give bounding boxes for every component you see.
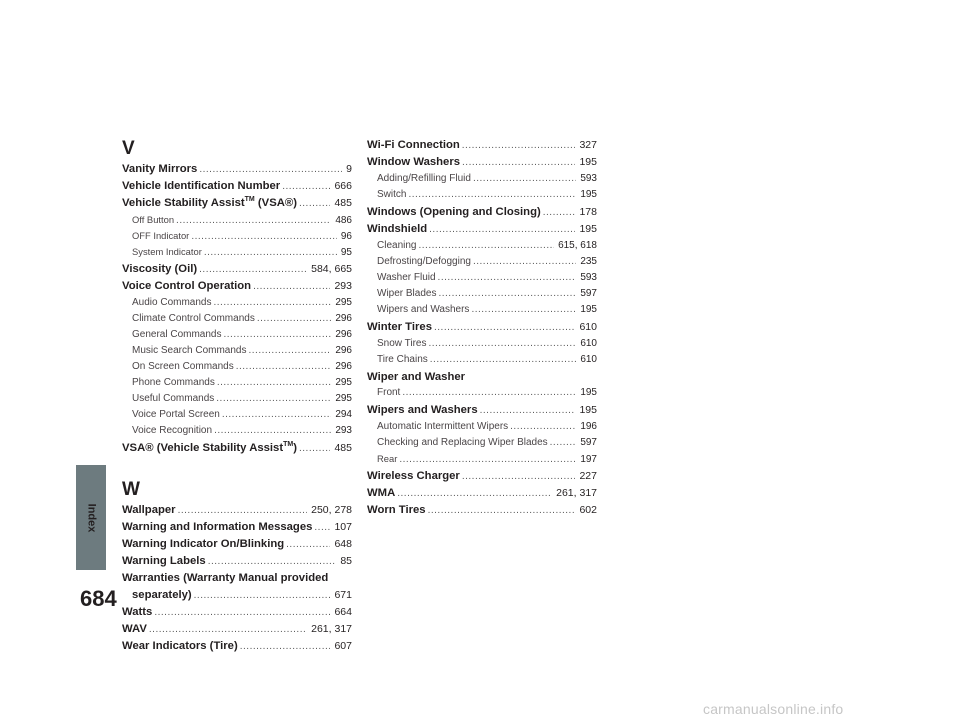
- entry-pages: 195: [580, 189, 597, 200]
- entry-pages: 293: [334, 280, 352, 292]
- index-subentry: [367, 240, 597, 257]
- index-subentry: [122, 214, 352, 231]
- trademark-sup: TM: [244, 196, 255, 204]
- entry-label: Windows (Opening and Closing): [367, 206, 541, 218]
- index-entry: [122, 504, 352, 521]
- entry-pages: 607: [334, 640, 352, 652]
- entry-label: On Screen Commands: [132, 361, 234, 372]
- entry-pages: 296: [335, 329, 352, 340]
- entry-pages: 610: [580, 354, 597, 365]
- entry-label: Cleaning: [377, 240, 417, 251]
- index-entry: [122, 521, 352, 538]
- entry-pages: 593: [580, 272, 597, 283]
- index-entry: [122, 623, 352, 640]
- entry-pages: 196: [580, 421, 597, 432]
- entry-pages: 671: [334, 589, 352, 601]
- entry-pages: 293: [335, 425, 352, 436]
- entry-label: Vehicle Stability Assist: [122, 197, 245, 209]
- index-subentry: [367, 338, 597, 355]
- index-entry: [122, 555, 352, 572]
- index-subentry: [367, 189, 597, 206]
- index-subentry: [122, 425, 352, 442]
- entry-label-group: [122, 197, 297, 209]
- entry-label: Automatic Intermittent Wipers: [377, 421, 509, 432]
- entry-label: Wear Indicators (Tire): [122, 640, 238, 652]
- index-subentry: [122, 329, 352, 346]
- entry-pages: 227: [579, 470, 597, 482]
- entry-label: Useful Commands: [132, 393, 215, 404]
- index-entry: [367, 487, 597, 504]
- section-letter-v: V: [122, 138, 135, 159]
- entry-label: Off Button: [132, 214, 175, 225]
- entry-label: Warning and Information Messages: [122, 521, 313, 533]
- entry-label: WMA: [367, 487, 396, 499]
- index-subentry: [367, 453, 597, 470]
- entry-label: WAV: [122, 623, 147, 635]
- entry-pages: 107: [334, 521, 352, 533]
- entry-pages: 615, 618: [558, 240, 597, 251]
- index-entry: [122, 442, 352, 459]
- entry-label: Music Search Commands: [132, 345, 247, 356]
- entry-pages: 485: [334, 197, 352, 209]
- entry-pages: 666: [334, 180, 352, 192]
- index-subentry: [367, 173, 597, 190]
- index-entry: [122, 197, 352, 214]
- entry-pages: 296: [335, 313, 352, 324]
- entry-pages: 85: [340, 555, 352, 567]
- entry-label: Watts: [122, 606, 153, 618]
- entry-label: Rear: [377, 453, 398, 464]
- entry-label: Switch: [377, 189, 407, 200]
- entry-pages: 648: [334, 538, 352, 550]
- section-letter-w: W: [122, 479, 140, 500]
- index-subentry: [367, 272, 597, 289]
- entry-label: Warning Indicator On/Blinking: [122, 538, 285, 550]
- index-entry: [367, 139, 597, 156]
- entry-label: System Indicator: [132, 246, 202, 257]
- entry-pages: 597: [580, 437, 597, 448]
- entry-pages: 485: [334, 442, 352, 454]
- index-entry: [122, 180, 352, 197]
- entry-pages: 250, 278: [311, 504, 352, 516]
- entry-pages: 195: [580, 387, 597, 398]
- entry-pages: 664: [334, 606, 352, 618]
- entry-label: Wi-Fi Connection: [367, 139, 460, 151]
- index-subentry: [122, 377, 352, 394]
- index-subentry: [367, 354, 597, 371]
- entry-label: Wireless Charger: [367, 470, 460, 482]
- index-entry: [122, 572, 352, 589]
- entry-label: Voice Recognition: [132, 425, 213, 436]
- entry-label: Front: [377, 387, 401, 398]
- entry-pages: 9: [346, 163, 352, 175]
- index-entry: [367, 371, 597, 388]
- index-subentry: [367, 387, 597, 404]
- index-subentry: [367, 421, 597, 438]
- entry-label: Audio Commands: [132, 297, 212, 308]
- entry-label: Adding/Refilling Fluid: [377, 173, 471, 184]
- entry-pages: 95: [340, 247, 352, 258]
- entry-label: Wipers and Washers: [377, 304, 470, 315]
- entry-pages: 296: [335, 345, 352, 356]
- entry-pages: 261, 317: [556, 487, 597, 499]
- entry-label: separately): [132, 589, 192, 601]
- index-subentry: [367, 256, 597, 273]
- entry-pages: 294: [335, 409, 352, 420]
- entry-label: Warranties (Warranty Manual provided: [122, 572, 329, 584]
- entry-label: Phone Commands: [132, 377, 215, 388]
- entry-label: Worn Tires: [367, 504, 426, 516]
- index-entry: [367, 156, 597, 173]
- index-subentry: [367, 304, 597, 321]
- trademark-sup: TM: [283, 441, 294, 449]
- index-subentry: [367, 288, 597, 305]
- entry-label: Tire Chains: [377, 354, 428, 365]
- index-subentry: [367, 437, 597, 454]
- index-subentry: [122, 361, 352, 378]
- entry-label: Vanity Mirrors: [122, 163, 198, 175]
- entry-label-end: (VSA®): [254, 197, 297, 209]
- entry-pages: 295: [335, 297, 352, 308]
- entry-pages: 295: [335, 393, 352, 404]
- entry-pages: 195: [579, 156, 597, 168]
- index-entry: [122, 538, 352, 555]
- index-subentry: [122, 313, 352, 330]
- entry-label: Warning Labels: [122, 555, 206, 567]
- entry-pages: 235: [580, 256, 597, 267]
- entry-label: Climate Control Commands: [132, 313, 255, 324]
- entry-label: OFF Indicator: [132, 230, 190, 241]
- side-tab-label-box: [76, 465, 106, 570]
- entry-label-group: [122, 442, 297, 454]
- entry-pages: 261, 317: [311, 623, 352, 635]
- entry-label: Wallpaper: [122, 504, 176, 516]
- entry-pages: 597: [580, 288, 597, 299]
- entry-label: Voice Control Operation: [122, 280, 252, 292]
- index-entry: [367, 470, 597, 487]
- index-entry: [367, 321, 597, 338]
- entry-pages: 197: [580, 454, 597, 465]
- index-entry: [367, 223, 597, 240]
- entry-label: Windshield: [367, 223, 428, 235]
- index-entry: [122, 640, 352, 657]
- index-entry: [122, 606, 352, 623]
- entry-label: Wiper Blades: [377, 288, 437, 299]
- index-entry: [122, 263, 352, 280]
- entry-label: Checking and Replacing Wiper Blades: [377, 437, 548, 448]
- entry-pages: 584, 665: [311, 263, 352, 275]
- entry-pages: 602: [579, 504, 597, 516]
- page-number: 684: [80, 586, 117, 611]
- entry-pages: 610: [579, 321, 597, 333]
- index-subentry: [122, 393, 352, 410]
- entry-label: Voice Portal Screen: [132, 409, 220, 420]
- index-entry: [367, 504, 597, 521]
- entry-pages: 96: [340, 231, 352, 242]
- entry-label: Vehicle Identification Number: [122, 180, 281, 192]
- index-subentry: [122, 297, 352, 314]
- entry-pages: 178: [579, 206, 597, 218]
- index-entry: [122, 280, 352, 297]
- entry-pages: 486: [335, 215, 352, 226]
- index-subentry: [122, 409, 352, 426]
- entry-label: General Commands: [132, 329, 222, 340]
- entry-pages: 195: [580, 304, 597, 315]
- index-entry: [367, 206, 597, 223]
- entry-label: Wipers and Washers: [367, 404, 478, 416]
- entry-pages: 610: [580, 338, 597, 349]
- entry-label: Washer Fluid: [377, 272, 436, 283]
- entry-label: Wiper and Washer: [367, 371, 466, 383]
- entry-pages: 195: [579, 223, 597, 235]
- entry-label: Snow Tires: [377, 338, 427, 349]
- index-entry: [122, 163, 352, 180]
- entry-pages: 593: [580, 173, 597, 184]
- index-entry-continued: [122, 589, 352, 606]
- entry-label: Viscosity (Oil): [122, 263, 198, 275]
- entry-label: Defrosting/Defogging: [377, 256, 471, 267]
- entry-pages: 327: [579, 139, 597, 151]
- index-subentry: [122, 246, 352, 263]
- entry-pages: 195: [579, 404, 597, 416]
- entry-pages: 296: [335, 361, 352, 372]
- index-entry: [367, 404, 597, 421]
- entry-label: Window Washers: [367, 156, 461, 168]
- footer-watermark[interactable]: carmanualsonline.info: [703, 701, 844, 717]
- side-tab-label: Index: [84, 503, 97, 532]
- entry-label: Winter Tires: [367, 321, 432, 333]
- index-subentry: [122, 345, 352, 362]
- entry-pages: 295: [335, 377, 352, 388]
- entry-label-end: ): [293, 442, 297, 454]
- entry-label: VSA® (Vehicle Stability Assist: [122, 442, 284, 454]
- index-subentry: [122, 230, 352, 247]
